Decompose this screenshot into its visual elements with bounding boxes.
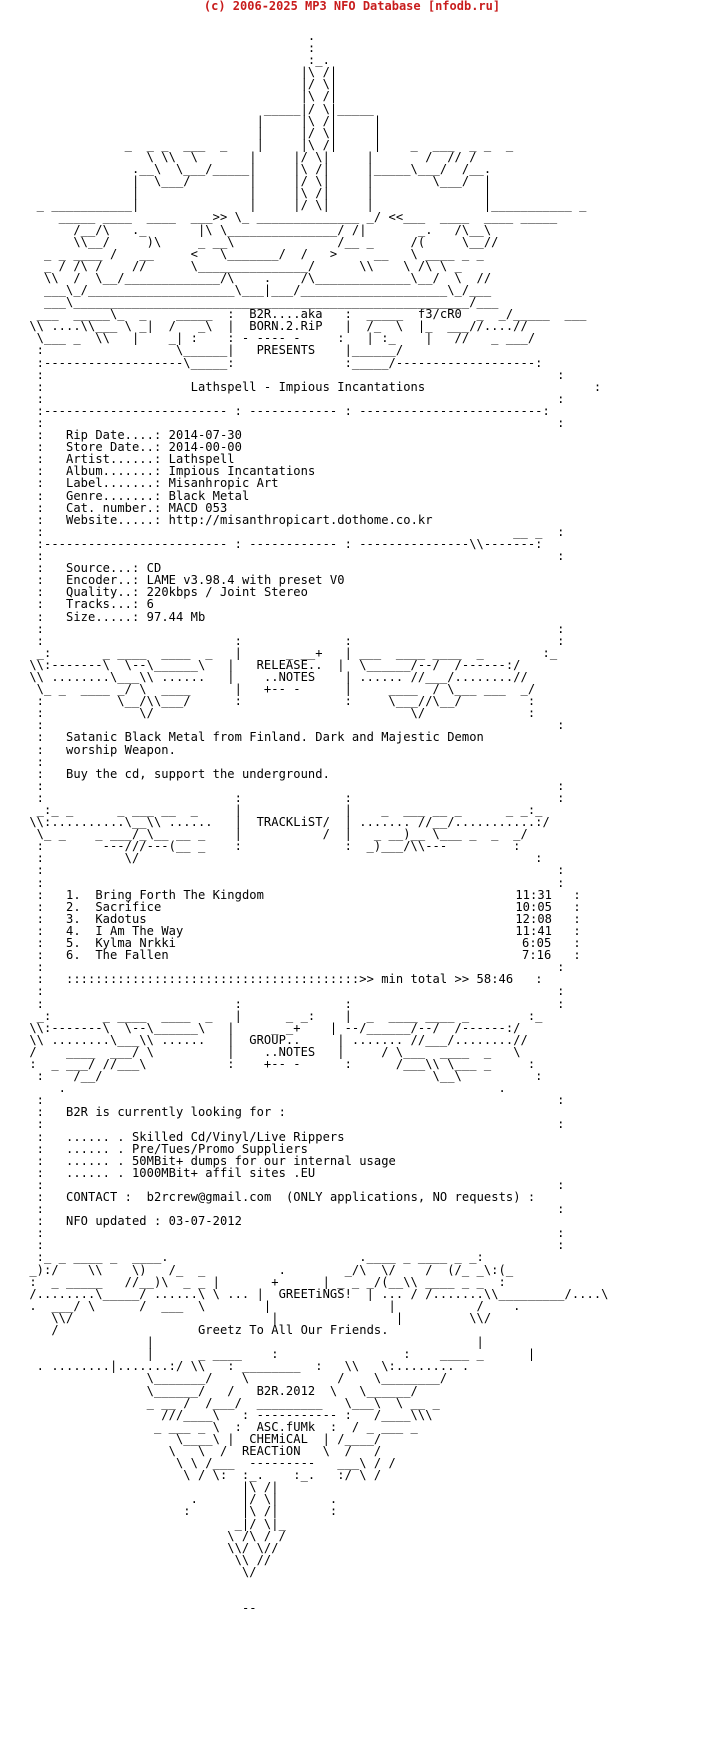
track-title: Bring Forth The Kingdom [95, 887, 264, 902]
info-value: Misanhropic Art [168, 476, 279, 491]
ascii-art-line: _: _ ____ ____ _ | _ __+ | ___ ____ ____ _ :_ [22, 645, 558, 660]
track-number: 6. [66, 948, 81, 963]
track-number: 1. [66, 887, 81, 902]
ascii-art-line: : : [22, 1202, 565, 1217]
group-intro: B2R is currently looking for : [66, 1105, 286, 1120]
info-label: Genre....... [66, 488, 154, 503]
group-want-item: Pre/Tues/Promo Suppliers [131, 1141, 308, 1156]
logo-art: | \___/ | |/ \| | \___/ | [22, 174, 492, 189]
ascii-art-line: . |/ \| . [22, 1492, 338, 1507]
info-label: Website..... [66, 512, 154, 527]
ascii-art-line: _ __ / /___/ _________ \___\ \ __ _ [22, 1395, 440, 1410]
contact-label: CONTACT : [66, 1190, 132, 1204]
ascii-art-line: : |\ /| : [22, 1504, 338, 1519]
ascii-art-line: : : [22, 391, 565, 406]
footer-crew-1: ASC.fUMk [256, 1419, 316, 1434]
ascii-art-line: \\ // [22, 1552, 272, 1567]
header-art: :-------------------\_____: :_____/-------------------: [22, 355, 543, 370]
track-title: Sacrifice [95, 899, 162, 914]
total-label: >> min total >> [359, 972, 470, 987]
logo-art: _ ___________| | |/ \| | |___________ _ [22, 198, 587, 213]
group-want-item: 50MBit+ dumps for our internal usage [131, 1153, 396, 1168]
info-label: Label....... [66, 476, 154, 491]
ascii-art-line: : : [22, 960, 565, 975]
ascii-art-line: : : [22, 621, 565, 636]
logo-art: _ _ _ ___ _ | |\ /| | _ ___ _ _ _ [22, 137, 514, 152]
info-value: Black Metal [168, 488, 250, 503]
group-banner-1: GROUP.. [249, 1032, 301, 1047]
greetings-banner: GREETiNGS! [278, 1286, 352, 1301]
ascii-art-line [22, 1578, 609, 1590]
ascii-art-line: \ \ /___ --------- ___\ / / [22, 1456, 396, 1471]
ascii-art-line: : : [22, 875, 565, 890]
info-label: Store Date.. [66, 440, 154, 455]
ascii-art-line: : /__/ \__\ : [22, 1069, 543, 1084]
footer-crew-2: CHEMiCAL [249, 1431, 308, 1446]
ascii-art-line: : ---///---(__ _ : : _)___/\\--- : [22, 839, 521, 854]
tech-value: 97.44 Mb [146, 609, 206, 624]
info-value: Impious Incantations [168, 464, 316, 479]
logo-art: _____|/ \|_____ [22, 101, 374, 116]
ascii-art-line: : \/ \/ : [22, 706, 536, 721]
ascii-art-line: \\/ | | \\/ [22, 1310, 492, 1325]
logo-art: \\ / \__/_____________/\ . /\_____________\__/ \ // [22, 270, 492, 285]
logo-art: _____ ____ ____ ___>> \_ ______________ _/ <<___ ____ ____ _____ [22, 210, 558, 225]
tech-label: Size..... [66, 609, 132, 624]
ascii-art-line: : _ _____ //__)\ _ _ | + | _ _ _/(__\\ ____ _ _ : [22, 1274, 506, 1289]
logo-art: _ / /\ / // \_______________/ \\ \ /\ \ _ [22, 258, 462, 273]
logo-art: |\ /| [22, 89, 338, 104]
ascii-art-line: : : : : [22, 790, 565, 805]
ascii-art-line: : : : : [22, 633, 565, 648]
tech-label: Quality.. [66, 585, 132, 600]
header-art: \___ _ \\ | _| : : - ---- - : | :_ | // _ ___/ [22, 331, 536, 346]
group-banner-2: ..NOTES [263, 1044, 316, 1059]
info-label: Artist...... [66, 452, 154, 467]
logo-art: .__\ \___/_____| |\ /| |_____\___/ /__. [22, 162, 492, 177]
header-art: ___ _____\_ _ _____ : B2R....aka : _____ f3/cR0 _ _/_____ ___ [22, 307, 587, 322]
ascii-art-line: : : [22, 718, 565, 733]
track-number: 4. [66, 923, 81, 938]
track-time: 7:16 [522, 948, 552, 963]
contact-email: b2rcrew@gmail.com [146, 1190, 272, 1204]
track-time: 10:05 [515, 899, 552, 914]
release-note-line: worship Weapon. [66, 742, 176, 757]
track-time: 12:08 [515, 911, 552, 926]
ascii-art-line: \ /\ / / [22, 1528, 286, 1543]
tech-value: 220kbps / Joint Stereo [146, 585, 308, 600]
info-label: Rip Date.... [66, 428, 154, 443]
ascii-art-line: | _ ____ : : ____ _ | [22, 1347, 536, 1362]
logo-art: \ \\ \ | |/ \| | / // / [22, 149, 477, 164]
release-banner-1: RELEASE.. [256, 657, 323, 672]
ascii-art-line: \\/ \// [22, 1540, 279, 1555]
logo-art: | |/ \| | [22, 125, 382, 140]
ascii-art-line: \/ [22, 1564, 257, 1579]
release-banner-2: ..NOTES [263, 669, 316, 684]
ascii-art-line: : : [22, 778, 565, 793]
ascii-art-line: : \__/\\___/ : : \___//\__/ : [22, 694, 536, 709]
info-label: Cat. number. [66, 500, 154, 515]
ascii-art-line: : \/ : [22, 851, 543, 866]
ascii-art-line: _:_ _ _ ___ __ _ | | _ ___ __ _ _ _:_ [22, 803, 543, 817]
footer-crew-3: REACTiON [241, 1443, 301, 1458]
ascii-art-line: : : [22, 984, 565, 999]
info-value: MACD 053 [168, 500, 228, 515]
end-mark: -- [241, 1601, 257, 1616]
updated-label: NFO updated : [66, 1214, 162, 1229]
ascii-art-line: . . [22, 1081, 506, 1096]
logo-art: _ _ ____ / __ < \_______/ / > __ \ ____ _ _ [22, 246, 484, 261]
album-title: Lathspell - Impious Incantations [190, 379, 426, 394]
ascii-art-line: : : : : [22, 996, 565, 1011]
total-time: 58:46 [476, 972, 514, 987]
ascii-art-line: \ / \: :_. :_. :/ \ / [22, 1468, 382, 1483]
ascii-art-line: : : [22, 1177, 565, 1192]
ascii-art-line: | | [22, 1335, 484, 1350]
ascii-art-line: : : [22, 863, 565, 878]
ascii-art-line: \_ _ ____ _/ \ ____ | +-- - | ____ / \___ ___ _/ [22, 682, 536, 697]
logo-art: |/ \| [22, 77, 338, 92]
ascii-art-line: . ___/ \ / ___ \ | | / . [22, 1298, 521, 1313]
tech-value: CD [146, 561, 162, 576]
track-number: 2. [66, 899, 81, 914]
tech-value: LAME v3.98.4 with preset V0 [146, 573, 345, 588]
logo-art: : [22, 41, 316, 56]
ascii-art-line: : : [22, 1093, 565, 1108]
ascii-art-line: _):/ \\ \) /_ _ . _/\ \/ / (/_ _\:(_ [22, 1262, 514, 1277]
logo-art: /__/\ ._ |\ \_______________/ /| _. /\__\ [22, 222, 492, 237]
track-time: 11:41 [515, 923, 552, 938]
group-want-item: Skilled Cd/Vinyl/Live Rippers [131, 1129, 345, 1144]
logo-art: | |\ /| | [22, 113, 382, 128]
footer-year: B2R.2012 [256, 1383, 316, 1398]
info-value: http://misanthropicart.dothome.co.kr [168, 512, 433, 527]
logo-art: ___\______________________________________________________/___ [22, 295, 499, 310]
updated-date: 03-07-2012 [168, 1214, 242, 1229]
track-title: Kadotus [95, 911, 147, 926]
ascii-art-line: ///____\ : ----------- : /____\\\ [22, 1407, 433, 1422]
logo-art: \\__/ )\ _ __\ /__ _ /( \__// [22, 234, 499, 249]
ascii-art-line: : : [22, 1238, 565, 1253]
logo-art: :_. [22, 53, 330, 68]
contact-note: (ONLY applications, NO requests) [285, 1190, 521, 1204]
track-number: 3. [66, 911, 81, 926]
logo-art: | | |\ /| | | [22, 186, 492, 201]
info-value: 2014-07-30 [168, 428, 242, 443]
header-art: : \______| PRESENTS |______/ [22, 343, 404, 358]
tech-label: Tracks... [66, 597, 132, 612]
ascii-art-line: :------------------------- : ------------ : ---------------\\-------: [22, 536, 543, 551]
ascii-art-line: : : [22, 1117, 565, 1132]
page-credit: (c) 2006-2025 MP3 NFO Database [nfodb.ru] [203, 0, 501, 13]
tech-value: 6 [146, 597, 154, 612]
info-value: Lathspell [168, 452, 235, 467]
ascii-art-line: _|/ \|_ [22, 1516, 286, 1531]
tech-label: Source... [66, 561, 132, 576]
ascii-art-line: :------------------------- : ------------ : -------------------------: [22, 403, 550, 418]
track-title: I Am The Way [95, 923, 184, 938]
info-value: 2014-00-00 [168, 440, 242, 455]
track-number: 5. [66, 936, 81, 951]
ascii-art-line: : : [22, 1226, 565, 1241]
ascii-art-line: . ........|.......:/ \\ : ________ : \\ \:........ . [22, 1359, 470, 1374]
nfo-document: . : :_. |\ /| |/ \| |\ /| _____|/ \|_____ | |\ /| | | |/ \| | _ _ _ ___ _ | |\ /| | _ ___ _ _ _ \ \\ \ | |/ \| | / // / .__\ \___/_____| |\ /| |_____\___/ /__. | \___/ | |/ \| | \___/ | | | |\ /| | | _ ___________| | |/ \| | |___________ _ _____ ____ ____ ___>> \_ ______________ _/ <<___ ____ ____ _____ /__/\ ._ |\ \_______________/ /| _. /\__\ \\__/ )\ _ __\ /__ _ /( \__// _ _ ____ / __ < \_______/ / > __ \ ____ _ _ _ / /\ / // \_______________/ \\ \ /\ \ _ \\ / \__/_____________/\ . /\_____________\__/ \ // ___\_/____________________\___|___/____________________\_/___ ___\______________________________________________________/___ ___ _____\_ _ _____ : B2R....aka : _____ f3/cR0 _ _/_____ ___ \\ ....\\___ \ _| / _\ | BORN.2.RiP | /_ \ |_ ___//....// \___ _ \\ | _| : : - ---- - : | :_ | // _ ___/ : \______| PRESENTS |______/ :-------------------\_____: :_____/-------------------: : : : Lathspell - Impious Incantations : : : :------------------------- : ------------ : -------------------------: : : : Rip Date....: 2014-07-30 : Store Date..: 2014-00-00 : Artist......: Lathspell : Album.......: Impious Incantations : Label.......: Misanhropic Art : Genre.......: Black Metal : Cat. number.: MACD 053 : Website.....: http://misanthropicart.dothome.co.kr : __ _ : :------------------------- : ------------ : ---------------\\-------: : : : Source...: CD : Encoder..: LAME v3.98.4 with preset V0 : Quality..: 220kbps / Joint Stereo : Tracks...: 6 : Size.....: 97.44 Mb : : : : : : _: _ ____ ____ _ | _ __+ | ___ ____ ____ _ :_ \\:-------\ \--\______\ | RELEASE.. | \______/--/ /------:/ \\ ........\___\\ ...... | ..NOTES | ...... //___/........// \_ _ ____ _/ \ ____ | +-- - | ____ / \___ ___ _/ : \__/\\___/ : : \___//\__/ : : \/ \/ : : : : Satanic Black Metal from Finland. Dark and Majestic Demon : worship Weapon. : : Buy the cd, support the underground. : : : : : : _:_ _ _ ___ __ _ | | _ ___ __ _ _ _:_ \\:..........\__\\ ...... | TRACKLiST/ | ....... //__/...........:/ \_ _ _ ___/_\__ __ _ | / | _ __)__ \___ _ _ _/ : ---///---(__ _ : : _)___/\\--- : : \/ : : : : : : 1. Bring Forth The Kingdom 11:31 : : 2. Sacrifice 10:05 : : 3. Kadotus 12:08 : : 4. I Am The Way 11:41 : : 5. Kylma Nrkki 6:05 : : 6. The Fallen 7:16 : : : : ::::::::::::::::::::::::::::::::::::::::>> min total >> 58:46 : : : : : : : _: _ ____ ____ _ | _ _: | _ ____ ____ _ :_ \\:-------\ \--\______\ | _ _+ | --/______/--/ /------:/ \\ ........\___\\ ...... | GROUP.. | ....... //___/........// / ____ ___/ \ | ..NOTES | / \___ ____ _ \ : _ ___/ //___\ : +-- - : /___\\ \___ _ : : /__/ \__\ : . . : : : B2R is currently looking for : : : : ...... . Skilled Cd/Vinyl/Live Rippers : ...... . Pre/Tues/Promo Suppliers : ...... . 50MBit+ dumps for our internal usage : ...... . 1000MBit+ affil sites .EU : : : CONTACT : b2rcrew@gmail.com (ONLY applications, NO requests) : : : : NFO updated : 03-07-2012 : : : : :_ _ ____ _ ____. .____ _ ____ _ _: _):/ \\ \) /_ _ . _/\ \/ / (/_ _\:(_ : _ _____ //__)\ _ _ | + | _ _ _/(__\\ ____ _ _ : /........\_____/ ......\ \ ... | GREETiNGS! | ... / /.......\\_________/....\ . ___/ \ / ___ \ | | / . \\/ | | \\/ / Greetz To All Our Friends. | | | _ ____ : : ____ _ | . ........|.......:/ \\ : ________ : \\ \:........ . \_______/ \ / \________/ \______/ / B2R.2012 \ \______/ _ __ / /___/ _________ \___\ \ __ _ ///____\ : ----------- : /____\\\ _ ___ _ \ : ASC.fUMk : / _ ___ _ \____\ | CHEMiCAL | /____/ \ \ / REACTiON \ / / \ \ /___ --------- ___\ / / \ / \: :_. :_. :/ \ / |\ /| . |/ \| . : |\ /| : _|/ \|_ \ /\ / / \\/ \// \\ // \/ -- [22, 29, 609, 1616]
ascii-art-line: \_______/ \ / \________/ [22, 1371, 448, 1386]
ascii-art-line: : __ _ : [22, 524, 565, 539]
track-title: Kylma Nrkki [95, 936, 176, 951]
info-label: Album....... [66, 464, 154, 479]
track-title: The Fallen [95, 948, 169, 963]
logo-art: . [22, 29, 316, 43]
release-note-line: Buy the cd, support the underground. [66, 766, 330, 781]
track-time: 11:31 [515, 887, 552, 902]
tracklist-banner: TRACKLiST [256, 815, 323, 830]
track-time: 6:05 [522, 936, 552, 951]
greetz-line: Greetz To All Our Friends. [197, 1323, 389, 1338]
ascii-art-line: |\ /| [22, 1480, 279, 1495]
release-note-line: Satanic Black Metal from Finland. Dark and Majestic Demon [66, 730, 484, 745]
header-art: \\ ....\\___ \ _| / _\ | BORN.2.RiP | /_ \ |_ ___//....// [22, 319, 528, 334]
ascii-art-line: \_ _ _ ___/_\__ __ _ | / | _ __)__ \___ _ _ _/ [22, 827, 528, 842]
group-want-item: 1000MBit+ affil sites .EU [131, 1165, 316, 1180]
ascii-art-line: :_ _ ____ _ ____. .____ _ ____ _ _: [22, 1250, 484, 1265]
logo-art: |\ /| [22, 65, 338, 80]
ascii-art-line: : _ ___/ //___\ : +-- - : /___\\ \___ _ : [22, 1056, 536, 1071]
ascii-art-line: : : [22, 367, 565, 382]
ascii-art-line: : : [22, 416, 565, 430]
ascii-art-line: : : [22, 549, 565, 564]
tech-label: Encoder.. [66, 573, 132, 588]
logo-art: ___\_/____________________\___|___/____________________\_/___ [22, 282, 492, 297]
ascii-art-line: _: _ ____ ____ _ | _ _: | _ ____ ____ _ :_ [22, 1008, 543, 1023]
